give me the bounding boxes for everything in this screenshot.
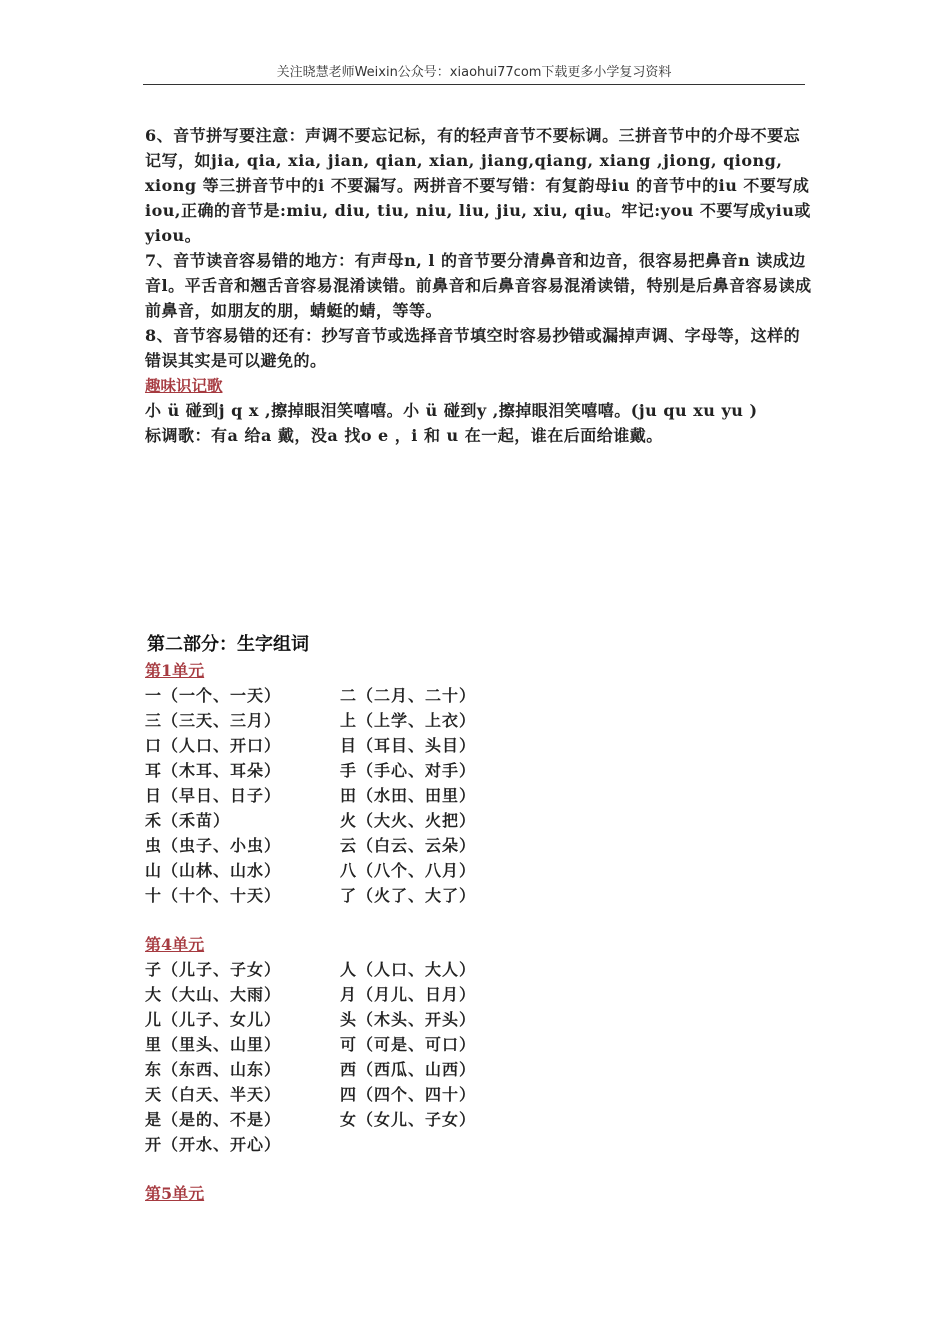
part-title: 第二部分：生字组词 <box>147 634 309 655</box>
unit-title: 第5单元 <box>145 1184 205 1203</box>
word-entry: 儿（儿子、女儿） <box>145 1010 282 1029</box>
unit-4 <box>145 932 476 1157</box>
word-row <box>145 808 476 833</box>
word-entry: 里（里头、山里） <box>145 1035 282 1054</box>
word-row <box>145 1007 476 1032</box>
word-entry: 了（火了、大了） <box>340 886 477 905</box>
word-row <box>145 957 476 982</box>
fun-line-2: 标调歌：有a 给a 戴，没a 找o e ，i 和 u 在一起，谁在后面给谁戴。 <box>145 426 663 445</box>
word-row <box>145 1082 476 1107</box>
word-row <box>145 1132 476 1157</box>
word-entry: 东（东西、山东） <box>145 1060 282 1079</box>
word-entry: 耳（木耳、耳朵） <box>145 761 282 780</box>
word-row <box>145 883 476 908</box>
word-entry: 八（八个、八月） <box>340 861 477 880</box>
word-entry: 田（水田、田里） <box>340 786 477 805</box>
word-row <box>145 858 476 883</box>
word-entry: 子（儿子、子女） <box>145 960 282 979</box>
word-entry: 火（大火、火把） <box>340 811 477 830</box>
word-entry: 女（女儿、子女） <box>340 1110 477 1129</box>
word-entry: 三（三天、三月） <box>145 711 282 730</box>
word-entry: 大（大山、大雨） <box>145 985 282 1004</box>
word-entry: 开（开水、开心） <box>145 1135 282 1154</box>
word-entry: 目（耳目、头目） <box>340 736 477 755</box>
word-entry: 云（白云、云朵） <box>340 836 477 855</box>
word-row <box>145 783 476 808</box>
word-entry: 手（手心、对手） <box>340 761 477 780</box>
word-row <box>145 758 476 783</box>
word-entry: 一（一个、一天） <box>145 686 282 705</box>
paragraph-8: 8、音节容易错的还有：抄写音节或选择音节填空时容易抄错或漏掉声调、字母等，这样的错误其实是可以避免的。 <box>145 326 801 370</box>
word-row <box>145 1057 476 1082</box>
word-entry: 月（月儿、日月） <box>340 985 477 1004</box>
word-row <box>145 708 476 733</box>
word-row <box>145 833 476 858</box>
unit-1 <box>145 658 476 908</box>
page-header: 关注晓慧老师Weixin公众号：xiaohui77com下载更多小学复习资料 <box>143 62 805 85</box>
word-entry: 人（人口、大人） <box>340 960 477 979</box>
fun-line-1: 小 ü 碰到j q x ,擦掉眼泪笑嘻嘻。小 ü 碰到y ,擦掉眼泪笑嘻嘻。(ju qu xu yu ) <box>145 401 758 420</box>
word-entry: 口（人口、开口） <box>145 736 282 755</box>
word-entry: 二（二月、二十） <box>340 686 477 705</box>
unit-title: 第1单元 <box>145 661 205 680</box>
word-entry: 虫（虫子、小虫） <box>145 836 282 855</box>
word-entry: 西（西瓜、山西） <box>340 1060 477 1079</box>
word-entry: 是（是的、不是） <box>145 1110 282 1129</box>
word-row <box>145 982 476 1007</box>
word-row <box>145 733 476 758</box>
word-row <box>145 683 476 708</box>
word-entry: 头（木头、开头） <box>340 1010 477 1029</box>
body-text <box>145 123 815 448</box>
word-row <box>145 1032 476 1057</box>
word-entry: 四（四个、四十） <box>340 1085 477 1104</box>
word-entry: 上（上学、上衣） <box>340 711 477 730</box>
word-entry: 天（白天、半天） <box>145 1085 282 1104</box>
word-row <box>145 1107 476 1132</box>
word-entry: 禾（禾苗） <box>145 811 231 830</box>
word-entry: 山（山林、山水） <box>145 861 282 880</box>
word-entry: 可（可是、可口） <box>340 1035 477 1054</box>
unit-5 <box>145 1181 204 1206</box>
word-entry: 十（十个、十天） <box>145 886 282 905</box>
paragraph-7: 7、音节读音容易错的地方：有声母n, l 的音节要分清鼻音和边音，很容易把鼻音n 读成边音l。平舌音和翘舌音容易混淆读错。前鼻音和后鼻音容易混淆读错，特别是后鼻音容易读成前鼻音，如朋友的朋，蜻蜓的蜻，等等。 <box>145 251 812 320</box>
fun-heading: 趣味识记歌 <box>145 376 223 395</box>
paragraph-6: 6、音节拼写要注意：声调不要忘记标，有的轻声音节不要标调。三拼音节中的介母不要忘记写，如jia, qia, xia, jian, qian, xian, jiang,qiang, xiang ,jiong, qiong, xiong 等三拼音节中的i 不要漏写。两拼音不要写错：有复韵母iu 的音节中的iu 不要写成iou,正确的音节是:miu, diu, tiu, niu, liu, jiu, xiu, qiu。牢记:you 不要写成yiu或yiou。 <box>145 126 811 245</box>
word-entry: 日（早日、日子） <box>145 786 282 805</box>
unit-title: 第4单元 <box>145 935 205 954</box>
